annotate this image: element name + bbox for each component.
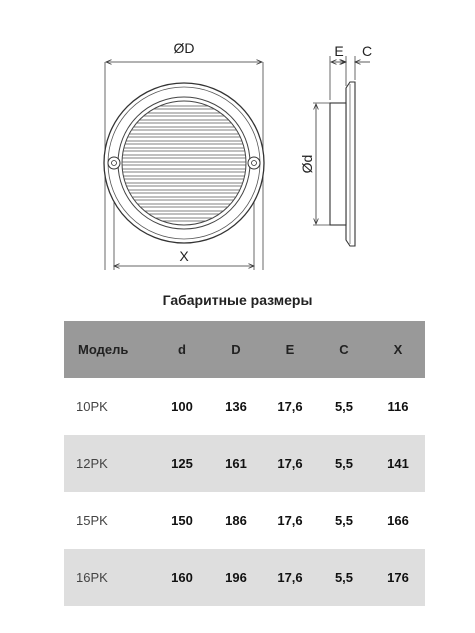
label-diameter-d: Ød [299, 154, 315, 174]
screw-hole-right [248, 157, 260, 169]
cell-d: 160 [155, 549, 209, 606]
dimensions-table [64, 321, 425, 606]
cell-X: 166 [387, 513, 409, 528]
side-spigot [330, 103, 346, 225]
table-row [64, 492, 425, 549]
side-flange [346, 82, 355, 246]
cell-C: 5,5 [334, 399, 354, 414]
cell-d: 125 [155, 435, 209, 492]
table-row [64, 435, 425, 492]
cell-d: 150 [171, 513, 193, 528]
table-row [64, 549, 425, 606]
header-C: C [317, 321, 371, 378]
grille-outer-rim [104, 83, 264, 243]
cell-model: 15PK [76, 513, 108, 528]
table-row [64, 378, 425, 435]
cell-C: 5,5 [334, 513, 354, 528]
cell-C: 5,5 [317, 549, 371, 606]
header-model: Модель [64, 321, 155, 378]
cell-D: 161 [209, 435, 263, 492]
label-E: E [334, 43, 344, 59]
cell-E: 17,6 [263, 549, 317, 606]
cell-C: 5,5 [317, 435, 371, 492]
section-title: Габаритные размеры [162, 292, 313, 308]
header-E: E [263, 321, 317, 378]
side-view [313, 56, 370, 246]
cell-E: 17,6 [277, 399, 303, 414]
cell-X: 176 [371, 549, 425, 606]
label-C: C [361, 43, 373, 59]
screw-hole-left [108, 157, 120, 169]
cell-d: 100 [171, 399, 193, 414]
label-width-X: X [179, 248, 189, 264]
grille-drawing-svg [0, 0, 475, 290]
cell-model: 16PK [64, 549, 155, 606]
header-X: X [371, 321, 425, 378]
label-diameter-D: ØD [173, 40, 195, 56]
cell-D: 196 [209, 549, 263, 606]
header-D: D [209, 321, 263, 378]
cell-D: 136 [225, 399, 247, 414]
cell-X: 116 [387, 399, 409, 414]
technical-drawing [0, 0, 475, 290]
table-header-row [64, 321, 425, 378]
cell-model: 10PK [76, 399, 108, 414]
cell-X: 141 [371, 435, 425, 492]
cell-E: 17,6 [277, 513, 303, 528]
cell-E: 17,6 [263, 435, 317, 492]
cell-D: 186 [225, 513, 247, 528]
cell-model: 12PK [64, 435, 155, 492]
header-d: d [155, 321, 209, 378]
front-view [104, 62, 264, 270]
